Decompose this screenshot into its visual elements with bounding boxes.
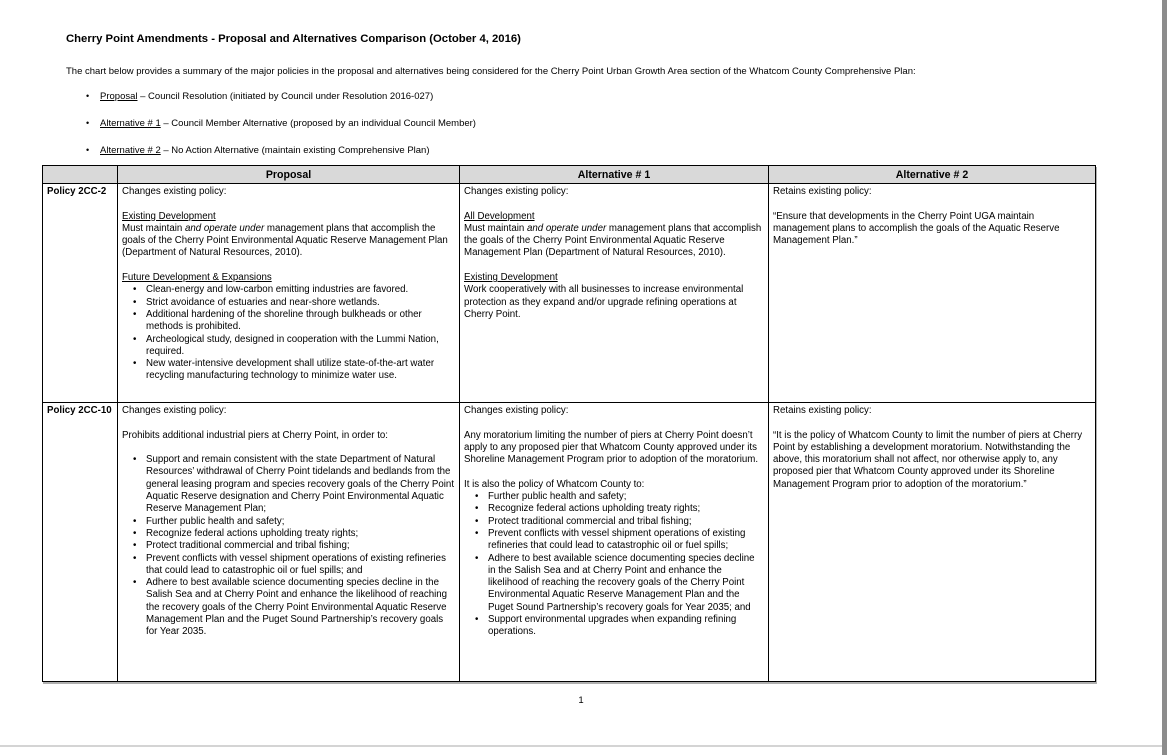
paragraph [122, 272, 455, 284]
definition-item-alternative-2 [66, 145, 966, 158]
policy-cell-proposal [118, 403, 460, 682]
underlined-text: Existing Development [122, 210, 216, 222]
blank-line [464, 466, 764, 478]
document-title: Cherry Point Amendments - Proposal and Alternatives Comparison (October 4, 2016) [66, 33, 521, 45]
blank-line [773, 417, 1091, 429]
definition-text: – Council Member Alternative (proposed by an individual Council Member) [160, 118, 476, 129]
bullet-item: • Prevent conflicts with vessel shipment operations of existing refineries that could lead to catastrophic oil or fuel spills; [464, 528, 764, 553]
paragraph: It is also the policy of Whatcom County to: [464, 478, 645, 490]
bullet-item: • Additional hardening of the shoreline through bulkheads or other methods is prohibited. [122, 309, 455, 334]
underlined-text: All Development [464, 210, 535, 222]
definition-term: Proposal [100, 91, 138, 102]
paragraph: Must maintain and operate under management plans that accomplish the goals of the Cherry Point Environmental Aquatic Reserve Management Plan (Department of Natural Resources, 2010). [122, 222, 448, 259]
bullet-item: • Further public health and safety; [122, 516, 455, 528]
definition-item-proposal [66, 91, 966, 104]
bullet-list [464, 491, 764, 639]
bullet-item: • Clean-energy and low-carbon emitting industries are favored. [122, 284, 455, 296]
definition-term: Alternative # 1 [100, 118, 161, 129]
policy-id-cell: Policy 2CC-2 [43, 184, 118, 403]
bullet-marker-icon: • [86, 118, 90, 128]
paragraph: Any moratorium limiting the number of piers at Cherry Point doesn’t apply to any proposed pier that Whatcom County approved under its Shoreline Management Program prior to adoption of the moratorium. [464, 429, 759, 466]
viewer-edge-strip [1162, 0, 1167, 755]
definition-text: – No Action Alternative (maintain existing Comprehensive Plan) [160, 145, 430, 156]
bullet-item: • Recognize federal actions upholding treaty rights; [464, 503, 764, 515]
blank-line [464, 417, 764, 429]
paragraph: “It is the policy of Whatcom County to limit the number of piers at Cherry Point by establishing a development moratorium. Notwithstanding the above, this moratorium shall not affect, nor otherwise apply to, any proposed pier that Whatcom County approved under its Shoreline Management Program prior to adoption of the moratorium.” [773, 429, 1083, 490]
column-header-alternative-1: Alternative # 1 [460, 166, 769, 184]
column-header-proposal: Proposal [118, 166, 460, 184]
paragraph: Work cooperatively with all businesses to increase environmental protection as they expand and/or upgrade refining operations at Cherry Point. [464, 284, 744, 320]
paragraph: Retains existing policy: [773, 405, 872, 416]
table-row [43, 184, 1096, 403]
paragraph: Changes existing policy: [122, 186, 227, 197]
bullet-marker-icon: • [86, 145, 90, 155]
policy-cell-alternative-2 [769, 403, 1096, 682]
page-number: 1 [578, 695, 584, 706]
definition-term: Alternative # 2 [100, 145, 161, 156]
bullet-item: • Protect traditional commercial and tribal fishing; [122, 540, 455, 552]
bullet-list [122, 454, 455, 638]
blank-line [122, 198, 455, 210]
underlined-text: Future Development & Expansions [122, 272, 272, 284]
bullet-list [122, 284, 455, 382]
paragraph: Must maintain and operate under management plans that accomplish the goals of the Cherry Point Environmental Aquatic Reserve Management Plan (Department of Natural Resources, 2010). [464, 222, 762, 259]
table-row [43, 403, 1096, 682]
blank-line [122, 442, 455, 454]
comparison-table [42, 165, 1096, 682]
bullet-item: • Protect traditional commercial and tribal fishing; [464, 516, 764, 528]
blank-line [122, 417, 455, 429]
policy-cell-alternative-1 [460, 184, 769, 403]
paragraph: Changes existing policy: [464, 186, 569, 197]
definitions-list [66, 91, 966, 172]
paragraph: Retains existing policy: [773, 186, 872, 197]
bullet-item: • Support and remain consistent with the state Department of Natural Resources’ withdrawal of Cherry Point tidelands and bedlands from the general leasing program and species recovery goals of the Cherry Point Aquatic Reserve designation and Cherry Point Environmental Aquatic Reserve Management Plan; [122, 454, 455, 515]
blank-line [464, 260, 764, 272]
italic-text: and operate under [185, 222, 265, 234]
bullet-item: • New water-intensive development shall utilize state-of-the-art water recycling manufacturing technology to minimize water use. [122, 358, 455, 383]
bullet-item: • Recognize federal actions upholding treaty rights; [122, 528, 455, 540]
policy-cell-alternative-2 [769, 184, 1096, 403]
paragraph [122, 211, 455, 223]
italic-text: and operate under [527, 222, 607, 234]
bullet-item: • Adhere to best available science documenting species decline in the Salish Sea and at Cherry Point and enhance the likelihood of reaching the recovery goals of the Cherry Point Environmental Aquatic Reserve Management Plan and the Puget Sound Partnership’s recovery goals for Year 2035. [122, 577, 455, 638]
paragraph: Changes existing policy: [464, 405, 569, 416]
table-header-row [43, 166, 1096, 184]
column-header-alternative-2: Alternative # 2 [769, 166, 1096, 184]
bullet-item: • Further public health and safety; [464, 491, 764, 503]
policy-cell-proposal [118, 184, 460, 403]
paragraph: “Ensure that developments in the Cherry Point UGA maintain management plans to accomplish the goals of the Aquatic Reserve Management Plan.” [773, 210, 1060, 247]
blank-line [773, 198, 1091, 210]
bullet-item: • Strict avoidance of estuaries and near-shore wetlands. [122, 297, 455, 309]
paragraph [464, 272, 764, 284]
paragraph [464, 211, 764, 223]
bullet-item: • Support environmental upgrades when expanding refining operations. [464, 614, 764, 639]
paragraph: Changes existing policy: [122, 405, 227, 416]
blank-line [464, 198, 764, 210]
page-break-divider [0, 745, 1162, 747]
definition-item-alternative-1 [66, 118, 966, 131]
policy-id-cell: Policy 2CC-10 [43, 403, 118, 682]
bullet-item: • Prevent conflicts with vessel shipment operations of existing refineries that could lead to catastrophic oil or fuel spills; and [122, 553, 455, 578]
bullet-item: • Adhere to best available science documenting species decline in the Salish Sea and at Cherry Point and enhance the likelihood of reaching the recovery goals of the Cherry Point Environmental Aquatic Reserve Management Plan and the Puget Sound Partnership’s recovery goals for Year 2035; and [464, 553, 764, 614]
policy-cell-alternative-1 [460, 403, 769, 682]
blank-line [122, 260, 455, 272]
paragraph: Prohibits additional industrial piers at Cherry Point, in order to: [122, 429, 388, 441]
intro-paragraph: The chart below provides a summary of the major policies in the proposal and alternatives being considered for the Cherry Point Urban Growth Area section of the Whatcom County Comprehensive Plan: [66, 66, 916, 77]
column-header-policy [43, 166, 118, 184]
bullet-item: • Archeological study, designed in cooperation with the Lummi Nation, required. [122, 334, 455, 359]
underlined-text: Existing Development [464, 272, 558, 284]
bullet-marker-icon: • [86, 91, 90, 101]
definition-text: – Council Resolution (initiated by Council under Resolution 2016-027) [137, 91, 434, 102]
